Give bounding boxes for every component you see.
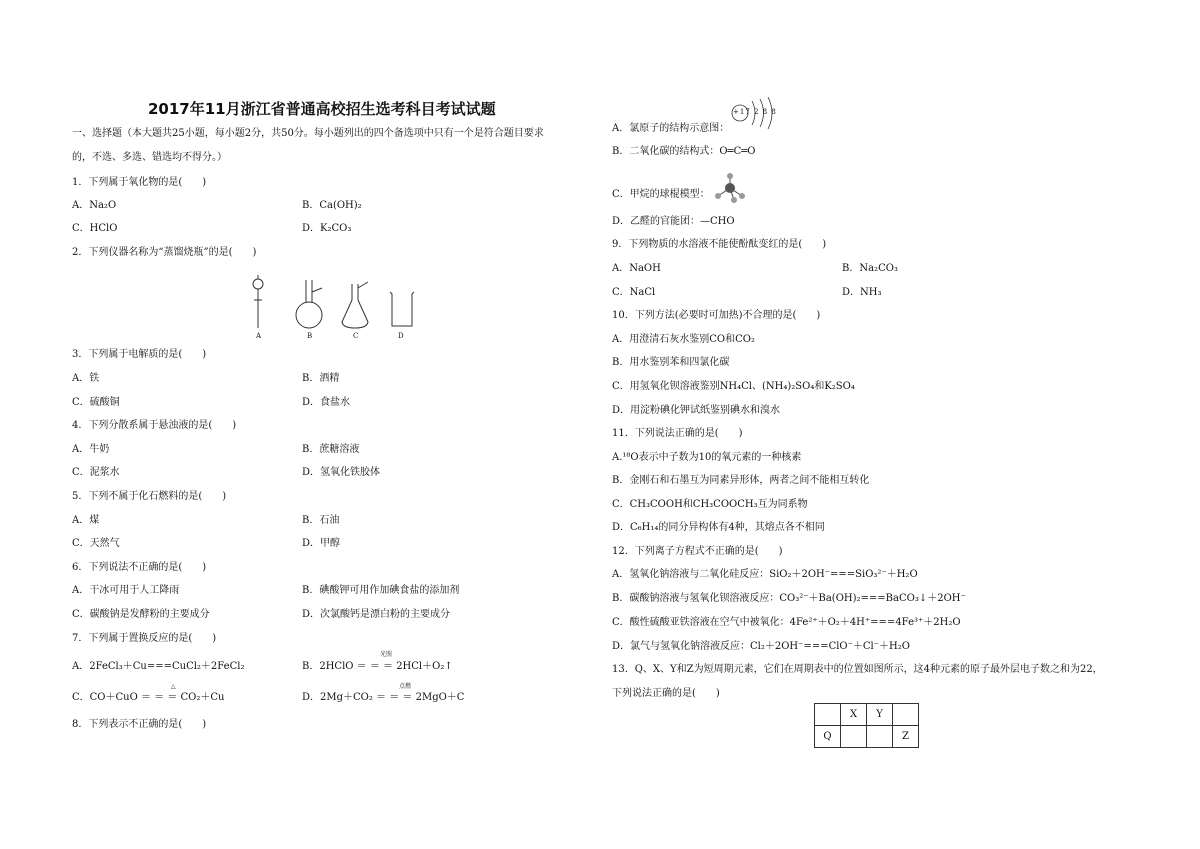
- q8-option-c[interactable]: C．甲烷的球棍模型：: [612, 189, 710, 200]
- q9-option-c[interactable]: C．NaCl: [612, 287, 656, 298]
- page-title: 2017年11月浙江省普通高校招生选考科目考试试题: [148, 100, 496, 118]
- apparatus-figure: [240, 270, 430, 342]
- periodic-table-fragment: [814, 703, 919, 748]
- q7-c-condition: △: [171, 683, 176, 690]
- q1-option-c[interactable]: C．HClO: [72, 223, 118, 234]
- q7-b-condition: 光照: [380, 651, 393, 658]
- apparatus-d-beaker: [390, 292, 414, 326]
- apparatus-label-b: B: [307, 332, 313, 340]
- table-cell: [841, 726, 867, 748]
- q9-option-a[interactable]: A．NaOH: [612, 263, 661, 274]
- q3-option-d[interactable]: D．食盐水: [302, 397, 351, 408]
- apparatus-b-distillation-flask: [296, 280, 322, 328]
- table-cell: [867, 726, 893, 748]
- q9-stem: 9．下列物质的水溶液不能使酚酞变红的是( ): [612, 239, 827, 250]
- q1-option-b[interactable]: B．Ca(OH)₂: [302, 200, 362, 211]
- q10-option-a[interactable]: A．用澄清石灰水鉴别CO和CO₂: [612, 334, 755, 345]
- q11-option-c[interactable]: C．CH₃COOH和CH₃COOCH₃互为同系物: [612, 499, 808, 510]
- q6-stem: 6．下列说法不正确的是( ): [72, 562, 207, 573]
- q9-option-b[interactable]: B．Na₂CO₃: [842, 263, 898, 274]
- q10-stem: 10．下列方法(必要时可加热)不合理的是( ): [612, 310, 821, 321]
- q5-option-b[interactable]: B．石油: [302, 515, 340, 526]
- table-cell: Z: [893, 726, 919, 748]
- q12-option-a[interactable]: A．氢氧化钠溶液与二氧化硅反应：SiO₂＋2OH⁻===SiO₃²⁻＋H₂O: [612, 569, 918, 580]
- q1-option-a[interactable]: A．Na₂O: [72, 200, 117, 211]
- q1-option-d[interactable]: D．K₂CO₃: [302, 223, 352, 234]
- q8-option-a[interactable]: A．氯原子的结构示意图：: [612, 123, 730, 134]
- apparatus-label-c: C: [353, 332, 359, 340]
- q12-option-b[interactable]: B．碳酸钠溶液与氢氧化钡溶液反应：CO₃²⁻＋Ba(OH)₂===BaCO₃↓＋2OH⁻: [612, 593, 966, 604]
- q1-stem: 1．下列属于氧化物的是( ): [72, 177, 207, 188]
- table-cell: X: [841, 704, 867, 726]
- q8-option-d[interactable]: D．乙醛的官能团：—CHO: [612, 216, 735, 227]
- q6-option-c[interactable]: C．碳酸钠是发酵粉的主要成分: [72, 609, 210, 620]
- q11-option-d[interactable]: D．C₆H₁₄的同分异构体有4种，其熔点各不相同: [612, 522, 825, 533]
- q5-option-a[interactable]: A．煤: [72, 515, 100, 526]
- q5-stem: 5．下列不属于化石燃料的是( ): [72, 491, 227, 502]
- q3-stem: 3．下列属于电解质的是( ): [72, 349, 207, 360]
- q10-option-b[interactable]: B．用水鉴别苯和四氯化碳: [612, 357, 730, 368]
- table-cell: [815, 704, 841, 726]
- apparatus-label-a: A: [256, 332, 262, 340]
- q6-option-d[interactable]: D．次氯酸钙是漂白粉的主要成分: [302, 609, 451, 620]
- chlorine-atom-shells: +17 2 8 8: [733, 108, 777, 116]
- section-intro-line-1: 一、选择题（本大题共25小题，每小题2分，共50分。每小题列出的四个备选项中只有一个是符合题目要求: [72, 128, 544, 139]
- apparatus-a-separatory-funnel: [253, 275, 263, 328]
- q4-option-d[interactable]: D．氢氧化铁胶体: [302, 467, 381, 478]
- q3-option-a[interactable]: A．铁: [72, 373, 100, 384]
- q4-option-c[interactable]: C．泥浆水: [72, 467, 120, 478]
- q9-option-d[interactable]: D．NH₃: [842, 287, 882, 298]
- q12-option-d[interactable]: D．氯气与氢氧化钠溶液反应：Cl₂＋2OH⁻===ClO⁻＋Cl⁻＋H₂O: [612, 641, 910, 652]
- table-row: [815, 726, 919, 748]
- table-row: [815, 704, 919, 726]
- section-intro-line-2: 的，不选、多选、错选均不得分。）: [72, 152, 227, 163]
- q5-option-c[interactable]: C．天然气: [72, 538, 120, 549]
- q7-d-condition: 点燃: [399, 683, 412, 690]
- q2-stem: 2．下列仪器名称为“蒸馏烧瓶”的是( ): [72, 247, 257, 258]
- q4-stem: 4．下列分散系属于悬浊液的是( ): [72, 420, 237, 431]
- q11-option-a[interactable]: A.¹⁸O表示中子数为10的氧元素的一种核素: [612, 452, 802, 463]
- q8-stem: 8．下列表示不正确的是( ): [72, 719, 207, 730]
- q7-option-d[interactable]: D．2Mg＋CO₂ ＝ ＝ ＝ 2MgO＋C: [302, 692, 465, 703]
- q11-option-b[interactable]: B．金刚石和石墨互为同素异形体，两者之间不能相互转化: [612, 475, 870, 486]
- q3-option-c[interactable]: C．硫酸铜: [72, 397, 120, 408]
- apparatus-label-d: D: [398, 332, 404, 340]
- table-cell: Q: [815, 726, 841, 748]
- q3-option-b[interactable]: B．酒精: [302, 373, 340, 384]
- q4-option-a[interactable]: A．牛奶: [72, 444, 110, 455]
- apparatus-c-suction-flask: [342, 282, 368, 328]
- q12-option-c[interactable]: C．酸性硫酸亚铁溶液在空气中被氧化：4Fe²⁺＋O₂＋4H⁺===4Fe³⁺＋2H₂O: [612, 617, 961, 628]
- table-cell: Y: [867, 704, 893, 726]
- q6-option-b[interactable]: B．碘酸钾可用作加碘食盐的添加剂: [302, 585, 460, 596]
- q7-option-c[interactable]: C．CO＋CuO ＝ ＝ ＝ CO₂＋Cu: [72, 692, 225, 703]
- methane-ball-stick-model: [712, 172, 748, 204]
- q12-stem: 12．下列离子方程式不正确的是( ): [612, 546, 783, 557]
- table-cell: [893, 704, 919, 726]
- q8-option-b[interactable]: B．二氧化碳的结构式：O═C═O: [612, 146, 756, 157]
- q4-option-b[interactable]: B．蔗糖溶液: [302, 444, 360, 455]
- q7-option-a[interactable]: A．2FeCl₃＋Cu===CuCl₂＋2FeCl₂: [72, 661, 245, 672]
- q13-stem-line-1: 13．Q、X、Y和Z为短周期元素，它们在周期表中的位置如图所示，这4种元素的原子最外层电子数之和为22，: [612, 664, 1103, 675]
- q7-stem: 7．下列属于置换反应的是( ): [72, 633, 217, 644]
- q5-option-d[interactable]: D．甲醇: [302, 538, 341, 549]
- q6-option-a[interactable]: A．干冰可用于人工降雨: [72, 585, 180, 596]
- q10-option-d[interactable]: D．用淀粉碘化钾试纸鉴别碘水和溴水: [612, 405, 781, 416]
- q7-option-b[interactable]: B．2HClO ＝ ＝ ＝ 2HCl＋O₂↑: [302, 661, 453, 672]
- q13-stem-line-2: 下列说法正确的是( ): [612, 688, 720, 699]
- q11-stem: 11．下列说法正确的是( ): [612, 428, 743, 439]
- q10-option-c[interactable]: C．用氢氧化钡溶液鉴别NH₄Cl、(NH₄)₂SO₄和K₂SO₄: [612, 381, 855, 392]
